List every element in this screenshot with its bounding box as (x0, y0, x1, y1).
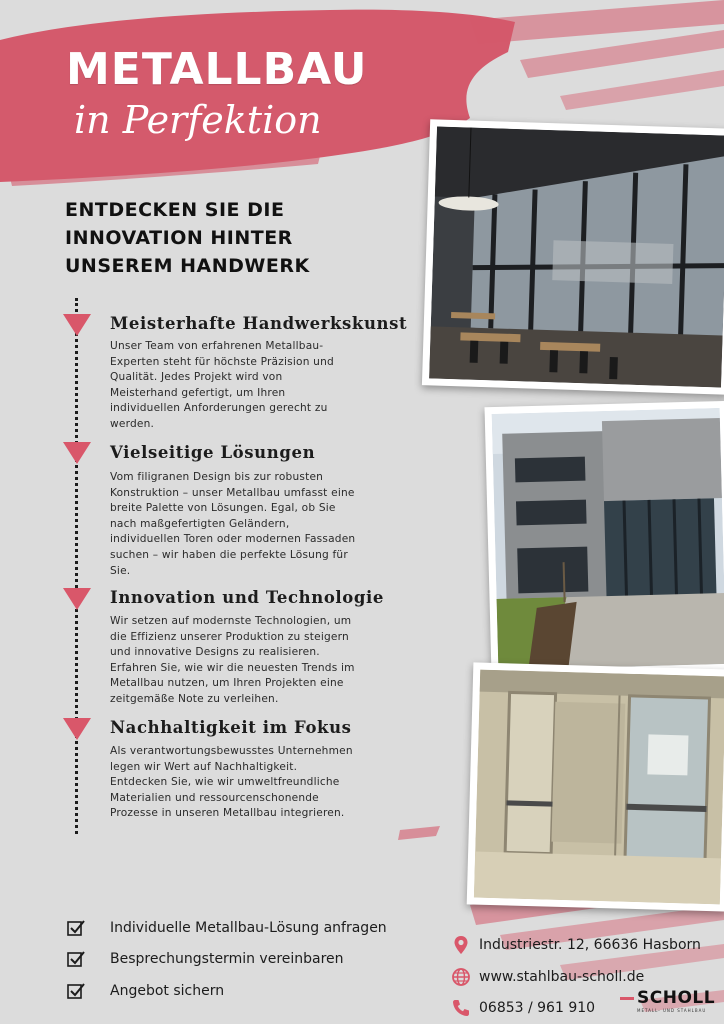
photo-interior-hall (422, 119, 724, 394)
section-body-line: Als verantwortungsbewusstes Unternehmen (110, 745, 353, 757)
checkbox-check-icon (66, 918, 86, 938)
subheadline (65, 196, 365, 280)
logo-tagline: METALL- UND STAHLBAU (637, 1008, 707, 1013)
section-body-line: individuellen Toren oder modernen Fassaden (110, 533, 356, 546)
section-body-line: werden. (110, 417, 155, 430)
section-body-line: Metallbau nutzen, um Ihren Projekten eine (110, 677, 344, 690)
website-link[interactable]: www.stahlbau-scholl.de (479, 969, 645, 985)
address-text: Industriestr. 12, 66636 Hasborn (479, 937, 701, 953)
section-body-line: Wir setzen auf modernste Technologien, um (110, 615, 352, 627)
section-title: Nachhaltigkeit im Fokus (110, 718, 352, 737)
contact-website[interactable] (451, 967, 644, 987)
timeline-dotted-line (75, 298, 78, 834)
section-body-line: Konstruktion – unser Metallbau umfasst eine (110, 486, 355, 499)
logo-accent-dash (620, 997, 634, 1000)
section-body-line: Entdecken Sie, wie wir umweltfreundliche (110, 776, 340, 789)
photo-entrance-doors (467, 662, 724, 911)
section-body (110, 339, 382, 433)
section-body-line: Vom filigranen Design bis zur robusten (110, 471, 324, 483)
checkbox-check-icon (66, 981, 86, 1001)
section-body-line: individuellen Anforderungen gerecht zu (110, 402, 328, 415)
photo-building-facade (485, 401, 724, 677)
section-body-line: Qualität. Jedes Projekt wird von (110, 371, 283, 384)
section-body-line: suchen – wir haben die perfekte Lösung für (110, 548, 348, 561)
section-body (110, 744, 382, 822)
subheadline-line: INNOVATION HINTER (65, 227, 293, 249)
phone-number[interactable]: 06853 / 961 910 (479, 1000, 596, 1016)
section-title: Innovation und Technologie (110, 588, 385, 607)
timeline-marker-triangle (63, 718, 91, 740)
section-body-line: Sie. (110, 564, 131, 577)
subheadline-line: UNSEREM HANDWERK (65, 255, 310, 277)
checklist-item[interactable] (66, 918, 387, 938)
section-body-line: Prozesse in unseren Metallbau integrieren. (110, 807, 345, 820)
location-pin-icon (451, 935, 471, 955)
checklist-label: Individuelle Metallbau-Lösung anfragen (110, 920, 387, 936)
section-title: Vielseitige Lösungen (110, 443, 316, 462)
globe-icon (451, 967, 471, 987)
section-title: Meisterhafte Handwerkskunst (110, 314, 408, 333)
logo-name: SCHOLL (637, 988, 716, 1008)
section-body-line: und innovative Designs zu realisieren. (110, 646, 320, 659)
section-body-line: Erfahren Sie, wie wir die neuesten Trends im (110, 661, 355, 674)
checklist-label: Besprechungstermin vereinbaren (110, 951, 344, 967)
section-body-line: die Effizienz unserer Produktion zu steigern (110, 630, 349, 643)
timeline-marker-triangle (63, 442, 91, 464)
section-body-line: nach maßgefertigten Geländern, (110, 517, 290, 530)
timeline-marker-triangle (63, 588, 91, 610)
section-body-line: legen wir Wert auf Nachhaltigkeit. (110, 760, 298, 773)
checkbox-check-icon (66, 949, 86, 969)
company-logo (620, 988, 715, 1013)
checklist-item[interactable] (66, 949, 344, 969)
section-body-line: Meisterhand gefertigt, um Ihren (110, 386, 286, 399)
section-body-line: Unser Team von erfahrenen Metallbau- (110, 340, 324, 352)
section-body-line: Experten steht für höchste Präzision und (110, 355, 334, 368)
checklist-label: Angebot sichern (110, 983, 225, 999)
phone-icon (451, 998, 471, 1018)
contact-phone[interactable] (451, 998, 595, 1018)
section-body (110, 614, 382, 708)
section-body-line: breite Palette von Lösungen. Egal, ob Sie (110, 502, 336, 515)
subheadline-line: ENTDECKEN SIE DIE (65, 199, 285, 221)
section-body-line: zeitgemäße Note zu verleihen. (110, 692, 279, 705)
headline-title: METALLBAU (66, 44, 368, 95)
contact-address (451, 935, 701, 955)
checklist-item[interactable] (66, 981, 224, 1001)
section-body-line: Materialien und ressourcenschonende (110, 791, 319, 804)
timeline-marker-triangle (63, 314, 91, 336)
headline-script: in Perfektion (74, 98, 322, 142)
section-body (110, 470, 382, 579)
